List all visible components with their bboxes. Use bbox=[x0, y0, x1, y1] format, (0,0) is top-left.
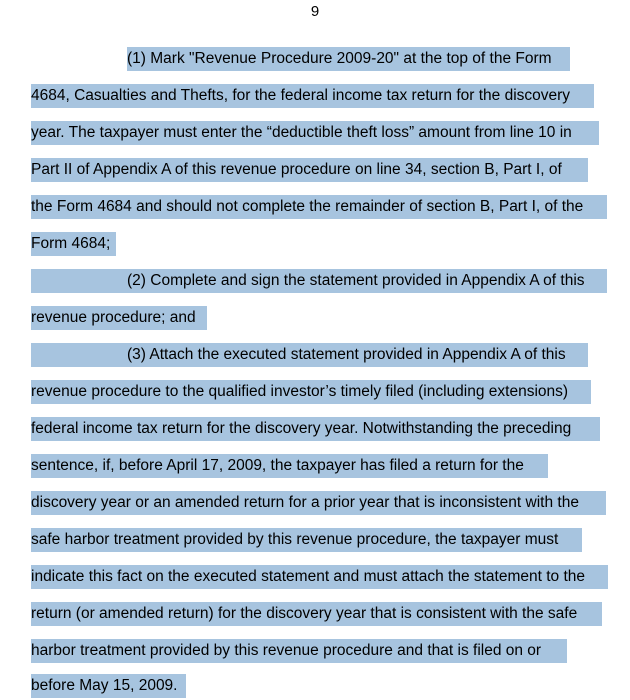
text-line bbox=[31, 121, 599, 145]
text-line bbox=[31, 306, 207, 330]
line-text: before May 15, 2009. bbox=[31, 677, 178, 694]
text-line bbox=[31, 380, 591, 404]
line-text: safe harbor treatment provided by this revenue procedure, the taxpayer must bbox=[31, 531, 559, 548]
text-line bbox=[31, 158, 588, 182]
line-text: (1) Mark "Revenue Procedure 2009-20" at the top of the Form bbox=[127, 50, 552, 67]
line-text: revenue procedure; and bbox=[31, 309, 196, 326]
line-text: 4684, Casualties and Thefts, for the federal income tax return for the discovery bbox=[31, 87, 571, 104]
text-line bbox=[31, 602, 602, 626]
line-text: return (or amended return) for the discovery year that is consistent with the safe bbox=[31, 605, 578, 622]
line-text: indicate this fact on the executed statement and must attach the statement to the bbox=[31, 568, 586, 585]
text-line bbox=[31, 269, 607, 293]
line-text: federal income tax return for the discovery year. Notwithstanding the preceding bbox=[31, 420, 572, 437]
text-line bbox=[31, 565, 608, 589]
text-line bbox=[31, 491, 606, 515]
text-line bbox=[31, 454, 548, 478]
text-line bbox=[31, 343, 588, 367]
line-text: Part II of Appendix A of this revenue procedure on line 34, section B, Part I, of bbox=[31, 161, 562, 178]
text-line bbox=[31, 639, 567, 663]
line-text: year. The taxpayer must enter the “deductible theft loss” amount from line 10 in bbox=[31, 124, 572, 141]
text-line bbox=[31, 195, 607, 219]
line-text: revenue procedure to the qualified investor’s timely filed (including extensions) bbox=[31, 383, 569, 400]
text-line bbox=[127, 47, 570, 71]
line-text: the Form 4684 and should not complete the remainder of section B, Part I, of the bbox=[31, 198, 584, 215]
text-line bbox=[31, 84, 594, 108]
line-text: sentence, if, before April 17, 2009, the taxpayer has filed a return for the bbox=[31, 457, 524, 474]
text-line bbox=[31, 232, 116, 256]
page-number: 9 bbox=[310, 3, 320, 20]
line-text: discovery year or an amended return for a prior year that is inconsistent with the bbox=[31, 494, 579, 511]
text-line bbox=[31, 417, 600, 441]
text-line bbox=[31, 674, 186, 698]
line-text: harbor treatment provided by this revenue procedure and that is filed on or bbox=[31, 642, 542, 659]
text-line bbox=[31, 528, 582, 552]
line-text: (2) Complete and sign the statement provided in Appendix A of this bbox=[127, 272, 585, 289]
line-text: (3) Attach the executed statement provided in Appendix A of this bbox=[127, 346, 566, 363]
line-text: Form 4684; bbox=[31, 235, 111, 252]
